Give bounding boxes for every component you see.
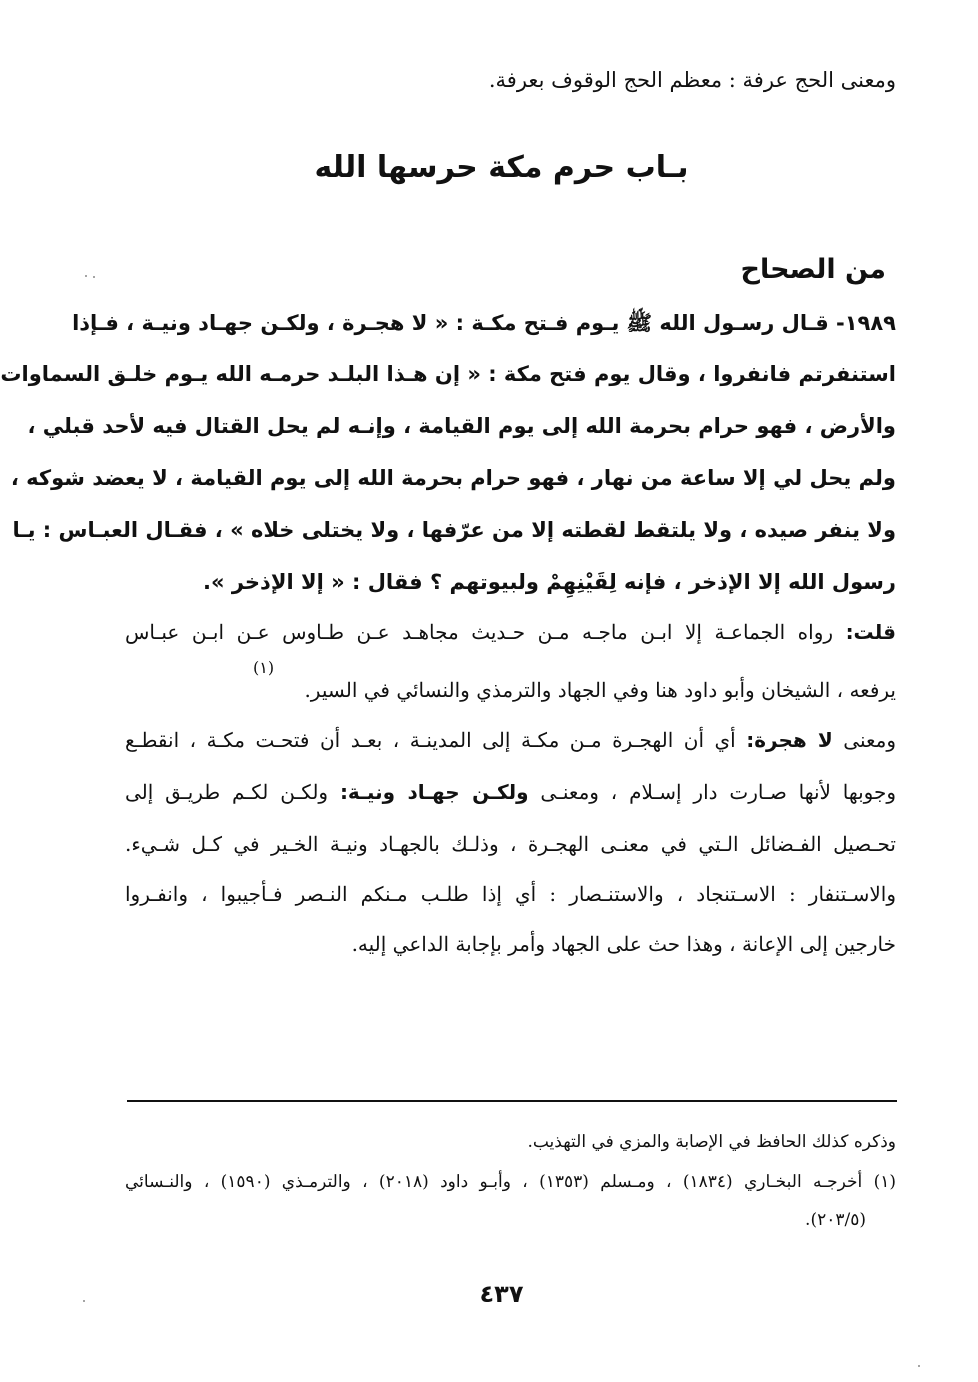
scan-speck: [93, 276, 95, 278]
footnote-divider: [127, 1100, 897, 1102]
page-number: ٤٣٧: [479, 1280, 524, 1308]
header-line: ومعنى الحج عرفة : معظم الحج الوقوف بعرفة.: [488, 68, 896, 92]
scan-speck: [85, 275, 87, 277]
commentary-text: ولكـن لكـم طريـق إلى: [125, 780, 340, 804]
term-la-hijra: لا هجرة:: [746, 728, 833, 752]
footnote-continued: وذكره كذلك الحافظ في الإصابة والمزي في التهذيب.: [527, 1132, 896, 1152]
hadith-line: والأرض ، فهو حرام بحرمة الله إلى يوم القيامة ، وإنـه لم يحل القتال فيه لأحد قبلي ،: [27, 414, 896, 438]
hadith-line: ولم يحل لي إلا ساعة من نهار ، فهو حرام بحرمة الله إلى يوم القيامة ، لا يعضد شوكه ،: [10, 466, 896, 490]
chapter-title: بـاب حرم مكة حرسها الله: [314, 150, 689, 185]
hadith-line: استنفرتم فانفروا ، وقال يوم فتح مكة : « إن هـذا البلـد حرمـه الله يـوم خلـق السماوات: [0, 362, 896, 386]
section-heading: من الصحاح: [740, 254, 886, 285]
scan-speck: [83, 1300, 85, 1302]
hadith-line: ولا ينفر صيده ، ولا يلتقط لقطته إلا من عرّفها ، ولا يختلى خلاه » ، فقـال العبـاس : يـا: [12, 518, 896, 542]
hadith-line: رسول الله إلا الإذخر ، فإنه لِقَيْنِهِمْ ولبيوتهم ؟ فقال : « إلا الإذخر ».: [203, 570, 896, 594]
commentary-line: [125, 620, 896, 644]
commentary-line: [125, 728, 896, 752]
commentary-line: والاسـتنفار : الاسـتنجاد ، والاستنـصار : أي إذا طلـب مـنكم النـصر فـأجيبوا ، وانفـروا: [125, 882, 896, 906]
commentary-text: ومعنى: [832, 728, 896, 752]
hadith-line: ١٩٨٩- قـال رسـول الله ﷺ يـوم فـتح مكـة : « لا هجـرة ، ولكـن جهـاد ونيـة ، فـإذا: [72, 311, 896, 335]
commentary-line: خارجين إلى الإعانة ، وهذا حث على الجهاد وأمر بإجابة الداعي إليه.: [351, 932, 896, 956]
commentary-text: رواه الجماعـة إلا ابـن ماجـه مـن حـديث مجاهـد عـن طـاوس عـن ابـن عبـاس: [125, 620, 846, 644]
term-jihad-niyya: ولكـن جهـاد ونيـة:: [339, 780, 529, 804]
commentary-line: [125, 780, 896, 804]
footnote-1-continued: (٢٠٣/٥).: [805, 1210, 866, 1230]
commentary-text: وجوبها لأنها صـارت دار إسـلام ، ومعنـى: [528, 780, 896, 804]
commentary-line: تحـصيل الفـضائل الـتي في معنـى الهجـرة ، وذلـك بالجهـاد ونيـة الخـير في كـل شـيء.: [125, 832, 896, 856]
commentary-lead: قلت:: [845, 620, 896, 644]
commentary-text: أي أن الهجـرة مـن مكـة إلى المدينـة ، بعـد أن فتحـت مكـة ، انقطـع: [125, 728, 747, 752]
footnote-1: (١) أخرجـه البخـاري (١٨٣٤) ، ومـسلم (١٣٥٣) ، وأبـو داود (٢٠١٨) ، والترمـذي (١٥٩٠) ، والنـسائي: [125, 1172, 897, 1192]
commentary-line: يرفعه ، الشيخان وأبو داود هنا وفي الجهاد والترمذي والنسائي في السير.: [304, 678, 896, 702]
scan-speck: [918, 1365, 920, 1367]
footnote-marker: (١): [253, 658, 275, 677]
